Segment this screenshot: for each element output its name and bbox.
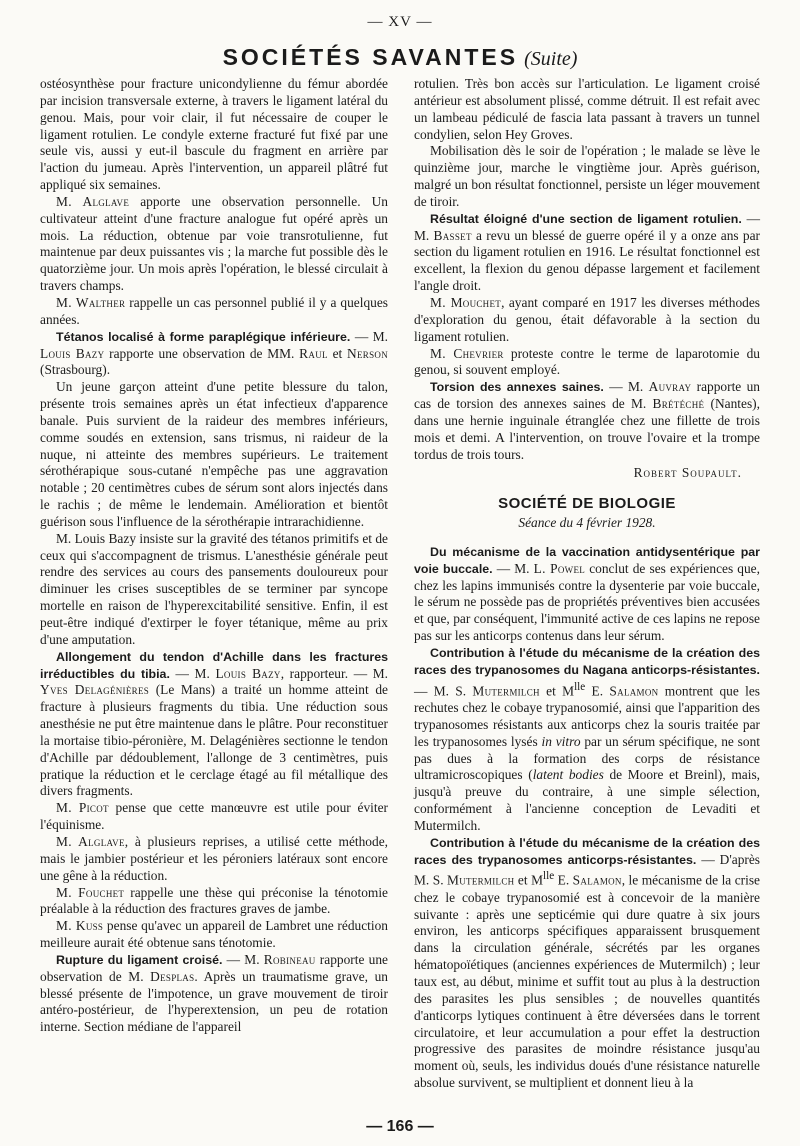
author-name: Salamon: [572, 872, 622, 888]
author-name: M. Walther: [56, 294, 126, 310]
section-heading: Résultat éloigné d'une section de ligament rotulien.: [430, 211, 742, 226]
section-heading: Du mécanisme de la vaccination antidysentérique par voie buccale.: [414, 544, 760, 576]
section-heading: Contribution à l'étude du mécanisme de la création des races des trypanosomes du Nagana anticorps-résistantes.: [414, 646, 760, 677]
author-name: Auvray: [648, 379, 692, 395]
section-heading: Contribution à l'étude du mécanisme de la création des races des trypanosomes anticorps-résistantes.: [414, 835, 760, 867]
section-paragraph: Résultat éloigné d'une section de ligament rotulien. — M. Basset a revu un blessé de guerre opéré il y a onze ans par section du ligament rotulien en 1916. Le résultat fonctionnel est excellent, la flexion du genou dépasse largement et facilement l'angle droit.: [414, 210, 760, 294]
page-number: — 166 —: [366, 1118, 434, 1135]
running-head: [0, 44, 800, 71]
author-name: M. Alglave: [56, 193, 130, 209]
paragraph: rotulien. Très bon accès sur l'articulation. Le ligament croisé antérieur est absolument plissé, comme détruit. Il est refait avec un lambeau pédiculé de fascia lata passant à travers un tunnel condylien, selon Hey Groves.: [414, 76, 760, 142]
section-paragraph: Contribution à l'étude du mécanisme de la création des races des trypanosomes anticorps-résistantes. — D'après M. S. Mutermilch et $M^{lle}$ E. Salamon, le mécanisme de la crise chez le cobaye trypanosomié est à concevoir de la manière suivante : après une septicémie qui dure quatre à six jours environ, les anticorps spécifiques apparaissent brusquement dans la circulation générale, sécrétés par les organes hématopoïétiques (anciennes expériences de Mutermilch) ; leur taux est, au début, minime et suffit tout au plus à la destruction des parasites les plus sensibles ; de nouvelles quantités d'anticorps lytiques continuent à être déversées dans le torrent circulatoire, et leur accumulation a pour effet la destruction progressive des parasites de moindre résistance jusqu'au moment où, seuls, les individus doués d'une résistance naturelle absolue survivent, se multiplient et donnent lieu à la: [414, 835, 760, 1091]
paragraph: M. Walther rappelle un cas personnel publié il y a quelques années.: [40, 294, 388, 327]
section-heading: Tétanos localisé à forme paraplégique inférieure.: [56, 329, 351, 344]
paragraph: Un jeune garçon atteint d'une petite blessure du talon, présente trois semaines après un état infectieux d'apparence banale. Puis survient de la raideur des membres inférieurs, comme soudés en extension, sans trismus, ni raideur de la nuque, ni atteinte des membres supérieurs. Le traitement sérothérapique sous-cutané n'empêche pas une aggravation notable ; 20 centimètres cubes de sérum sont alors injectés dans le rachis ; de même le lendemain. Amélioration et bientôt guérison sous l'influence de la sérothérapie intrarachidienne.: [40, 379, 388, 529]
paragraph: M. Picot pense que cette manœuvre est utile pour éviter l'équinisme.: [40, 800, 388, 833]
section-paragraph: Rupture du ligament croisé. — M. Robineau rapporte une observation de M. Desplas. Après un traumatisme grave, un blessé présente de l'impotence, un grave mouvement de tiroir antéro-postérieur, de l'hyperextension, un peu de rotation interne. Section médiane de l'appareil: [40, 951, 388, 1035]
paragraph: M. Mouchet, ayant comparé en 1917 les diverses méthodes d'exploration du genou, était défavorable à la section du ligament rotulien.: [414, 294, 760, 344]
section-paragraph: Torsion des annexes saines. — M. Auvray rapporte un cas de torsion des annexes saines de M. Brétéché (Nantes), dans une hernie inguinale étranglée chez une fillette de trois mois et demi. A l'intervention, on trouve l'ovaire et la trompe tordus de trois tours.: [414, 379, 760, 462]
signature: Robert Soupault.: [633, 465, 742, 481]
section-heading: Rupture du ligament croisé.: [56, 952, 223, 967]
running-head-suite: (Suite): [524, 48, 578, 70]
paragraph: M. Fouchet rappelle une thèse qui préconise la ténotomie préalable à la réduction des fractures graves de jambe.: [40, 884, 388, 917]
author-name: Louis Bazy: [40, 345, 105, 361]
author-name: M. Kuss: [56, 918, 104, 934]
author-name: Mutermilch: [447, 872, 515, 888]
section-heading: Torsion des annexes saines.: [430, 380, 604, 395]
paragraph: M. Chevrier proteste contre le terme de laparotomie du genou, si souvent employé.: [414, 345, 760, 378]
author-name: Nerson: [347, 345, 388, 361]
author-name: Yves Delagénières: [40, 682, 150, 698]
section-paragraph: Contribution à l'étude du mécanisme de la création des races des trypanosomes du Nagana anticorps-résistantes. — M. S. Mutermilch et $M^{lle}$ E. Salamon montrent que les rechutes chez le cobaye trypanosomié, ainsi que l'apparition des trypanosomes résistants aux anticorps chez la souris traitée par les trypanosomes lysés in vitro par un sérum spécifique, ne sont pas dues à la formation des corps de résistance ultramicroscopiques (latent bodies de Moore et Breinl), mais, jusqu'à preuve du contraire, à une simple sélection, conformément à l'ancienne conception de Levaditi et Mutermilch.: [414, 646, 760, 833]
running-head-title: SOCIÉTÉS SAVANTES: [222, 44, 519, 70]
society-heading: SOCIÉTÉ DE BIOLOGIE: [498, 495, 676, 513]
paragraph: M. Alglave apporte une observation personnelle. Un cultivateur atteint d'une fracture analogue fut opéré après un mois. La réduction, obtenue par voie transrotulienne, fut maintenue par deux puissantes vis ; la marche fut possible dès le quatorzième jour. Un mois après l'opération, le blessé circulait à travers champs.: [40, 193, 388, 294]
author-name: Desplas: [150, 968, 195, 984]
paragraph: Mobilisation dès le soir de l'opération ; le malade se lève le quinzième jour, marche le vingtième jour. Après guérison, malgré un bon résultat fonctionnel, persiste un léger mouvement de tiroir.: [414, 143, 760, 209]
author-name: M. Picot: [56, 800, 109, 816]
section-heading: Allongement du tendon d'Achille dans les fractures irréductibles du tibia.: [40, 649, 388, 681]
paragraph: ostéosynthèse pour fracture unicondylienne du fémur abordée par incision transversale externe, à travers le ligament latéral du genou. Mais, pour voir clair, il fut nécessaire de couper le ligament rotulien. Le condyle externe fracturé fut fixé par une seule vis, aussi y eut-il bascule du fragment en arrière par l'action du jumeau. Après l'intervention, un appareil plâtré fut appliqué six semaines.: [40, 76, 388, 193]
author-name: Raul: [299, 345, 328, 361]
paragraph: M. Louis Bazy insiste sur la gravité des tétanos primitifs et de ceux qui s'accompagnent de trismus. L'anesthésie générale peut rendre des services au cours des pansements douloureux pour diminuer les crises susceptibles de se terminer par syncope mortelle en raison de l'hyperexcitabilité sensitive. Enfin, il est peut-être indiqué d'extirper le foyer tétanique, même au prix d'une amputation.: [40, 530, 388, 647]
author-name: Mutermilch: [472, 683, 540, 699]
session-date: Séance du 4 février 1928.: [518, 515, 656, 531]
left-column: [40, 76, 388, 1036]
author-name: Louis Bazy: [215, 665, 281, 681]
author-name: L. Powel: [533, 560, 586, 576]
page-roman-numeral: — XV —: [367, 14, 433, 30]
author-name: M. Mouchet: [430, 294, 502, 310]
author-name: Salamon: [609, 683, 659, 699]
author-name: M. Fouchet: [56, 884, 125, 900]
section-paragraph: Tétanos localisé à forme paraplégique inférieure. — M. Louis Bazy rapporte une observation de MM. Raul et Nerson (Strasbourg).: [40, 328, 388, 378]
author-name: Basset: [433, 227, 472, 243]
author-name: M. Alglave: [56, 833, 125, 849]
author-name: M. Chevrier: [430, 345, 504, 361]
author-name: Brétéché: [652, 396, 705, 412]
author-name: Robineau: [263, 951, 316, 967]
section-paragraph: Allongement du tendon d'Achille dans les fractures irréductibles du tibia. — M. Louis Bazy, rapporteur. — M. Yves Delagénières (Le Mans) a traité un homme atteint de fracture à plusieurs fragments du tibia. Une réduction sous anesthésie ne put être maintenue dans le plâtre. Pour reconstituer la mortaise tibio-péronière, M. Delagénières sectionne le tendon d'Achille par dédoublement, l'allonge de 3 centimètres, puis pratique la réduction et le cerclage étagé au fil métallique des divers fragments.: [40, 649, 388, 799]
paragraph: M. Kuss pense qu'avec un appareil de Lambret une réduction meilleure aurait été obtenue sans ténotomie.: [40, 918, 388, 951]
right-column: [414, 76, 760, 1092]
paragraph: M. Alglave, à plusieurs reprises, a utilisé cette méthode, mais le jambier postérieur et les péroniers latéraux sont encore une gêne à la réduction.: [40, 833, 388, 883]
section-paragraph: Du mécanisme de la vaccination antidysentérique par voie buccale. — M. L. Powel conclut de ses expériences que, chez les lapins immunisés contre la dysenterie par voie buccale, le sérum ne possède pas de propriétés préventives bien accusées et que, par conséquent, l'immunité active de ces lapins ne repose pas sur les anticorps contenus dans leur sérum.: [414, 544, 760, 644]
